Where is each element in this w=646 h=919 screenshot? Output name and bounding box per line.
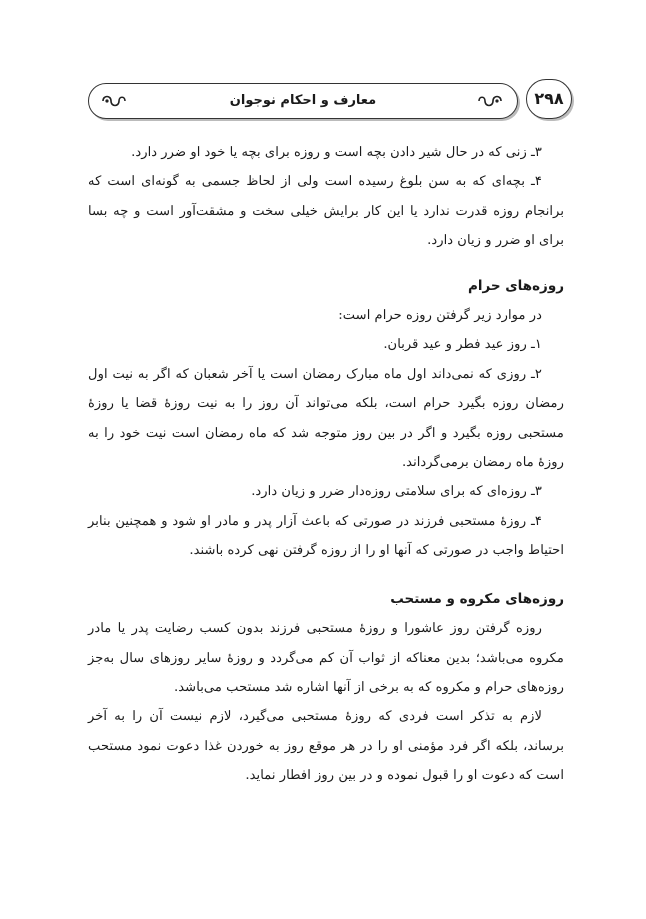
paragraph: در موارد زیر گرفتن روزه حرام است:: [338, 308, 542, 324]
section-heading: روزه‌های مکروه و مستحب: [390, 590, 564, 607]
ornament-icon: [476, 92, 504, 110]
book-title: معارف و احکام نوجوان: [229, 93, 377, 108]
list-item: ۴ـ بچه‌ای که به سن بلوغ رسیده است ولی از لحاظ جسمی به گونه‌ای است که برانجام روزه قدرت ندارد یا این کار برایش خیلی سخت و مشقت‌آور است و چه بسا برای او ضرر و زیان دارد.: [88, 174, 564, 249]
paragraph: لازم به تذکر است فردی که روزهٔ مستحبی می‌گیرد، لازم نیست آن را به آخر برساند، بلکه اگر فرد مؤمنی او را در هر موقع روز به خوردن غذا دعوت نمود مستحب است که دعوت او را قبول نموده و در بین روز افطار نماید.: [88, 709, 564, 784]
page-number: ۲۹۸: [526, 79, 572, 119]
page-header: [88, 83, 574, 123]
paragraph: روزه گرفتن روز عاشورا و روزهٔ مستحبی فرزند بدون کسب رضایت پدر یا مادر مکروه می‌باشد؛ بدین معناکه از ثواب آن کم می‌گردد و روزهٔ سایر روزهای سال به‌جز روزه‌های حرام و مکروه که به برخی از آنها اشاره شد مستحب می‌باشد.: [88, 621, 564, 695]
page-body: [88, 138, 564, 791]
list-item: ۳ـ زنی که در حال شیر دادن بچه است و روزه برای بچه یا خود او ضرر دارد.: [131, 145, 542, 160]
list-item: ۲ـ روزی که نمی‌داند اول ماه مبارک رمضان است یا آخر شعبان که اگر به نیت اول رمضان روزه بگیرد حرام است، بلکه می‌تواند آن روز را به نیت روزهٔ قضا یا روزهٔ مستحبی روزه بگیرد و اگر در بین روز متوجه شد که ماه رمضان است نیت خود را به روزهٔ ماه رمضان برمی‌گرداند.: [88, 366, 564, 471]
list-item: ۳ـ روزه‌ای که برای سلامتی روزه‌دار ضرر و زیان دارد.: [251, 484, 542, 500]
list-item: ۱ـ روز عید فطر و عید قربان.: [383, 337, 542, 353]
list-item: ۴ـ روزهٔ مستحبی فرزند در صورتی که باعث آزار پدر و مادر او شود و همچنین بنابر احتیاط واجب در صورتی که آنها او را از روزه گرفتن نهی کرده باشند.: [88, 513, 564, 559]
section-heading: روزه‌های حرام: [467, 277, 564, 294]
